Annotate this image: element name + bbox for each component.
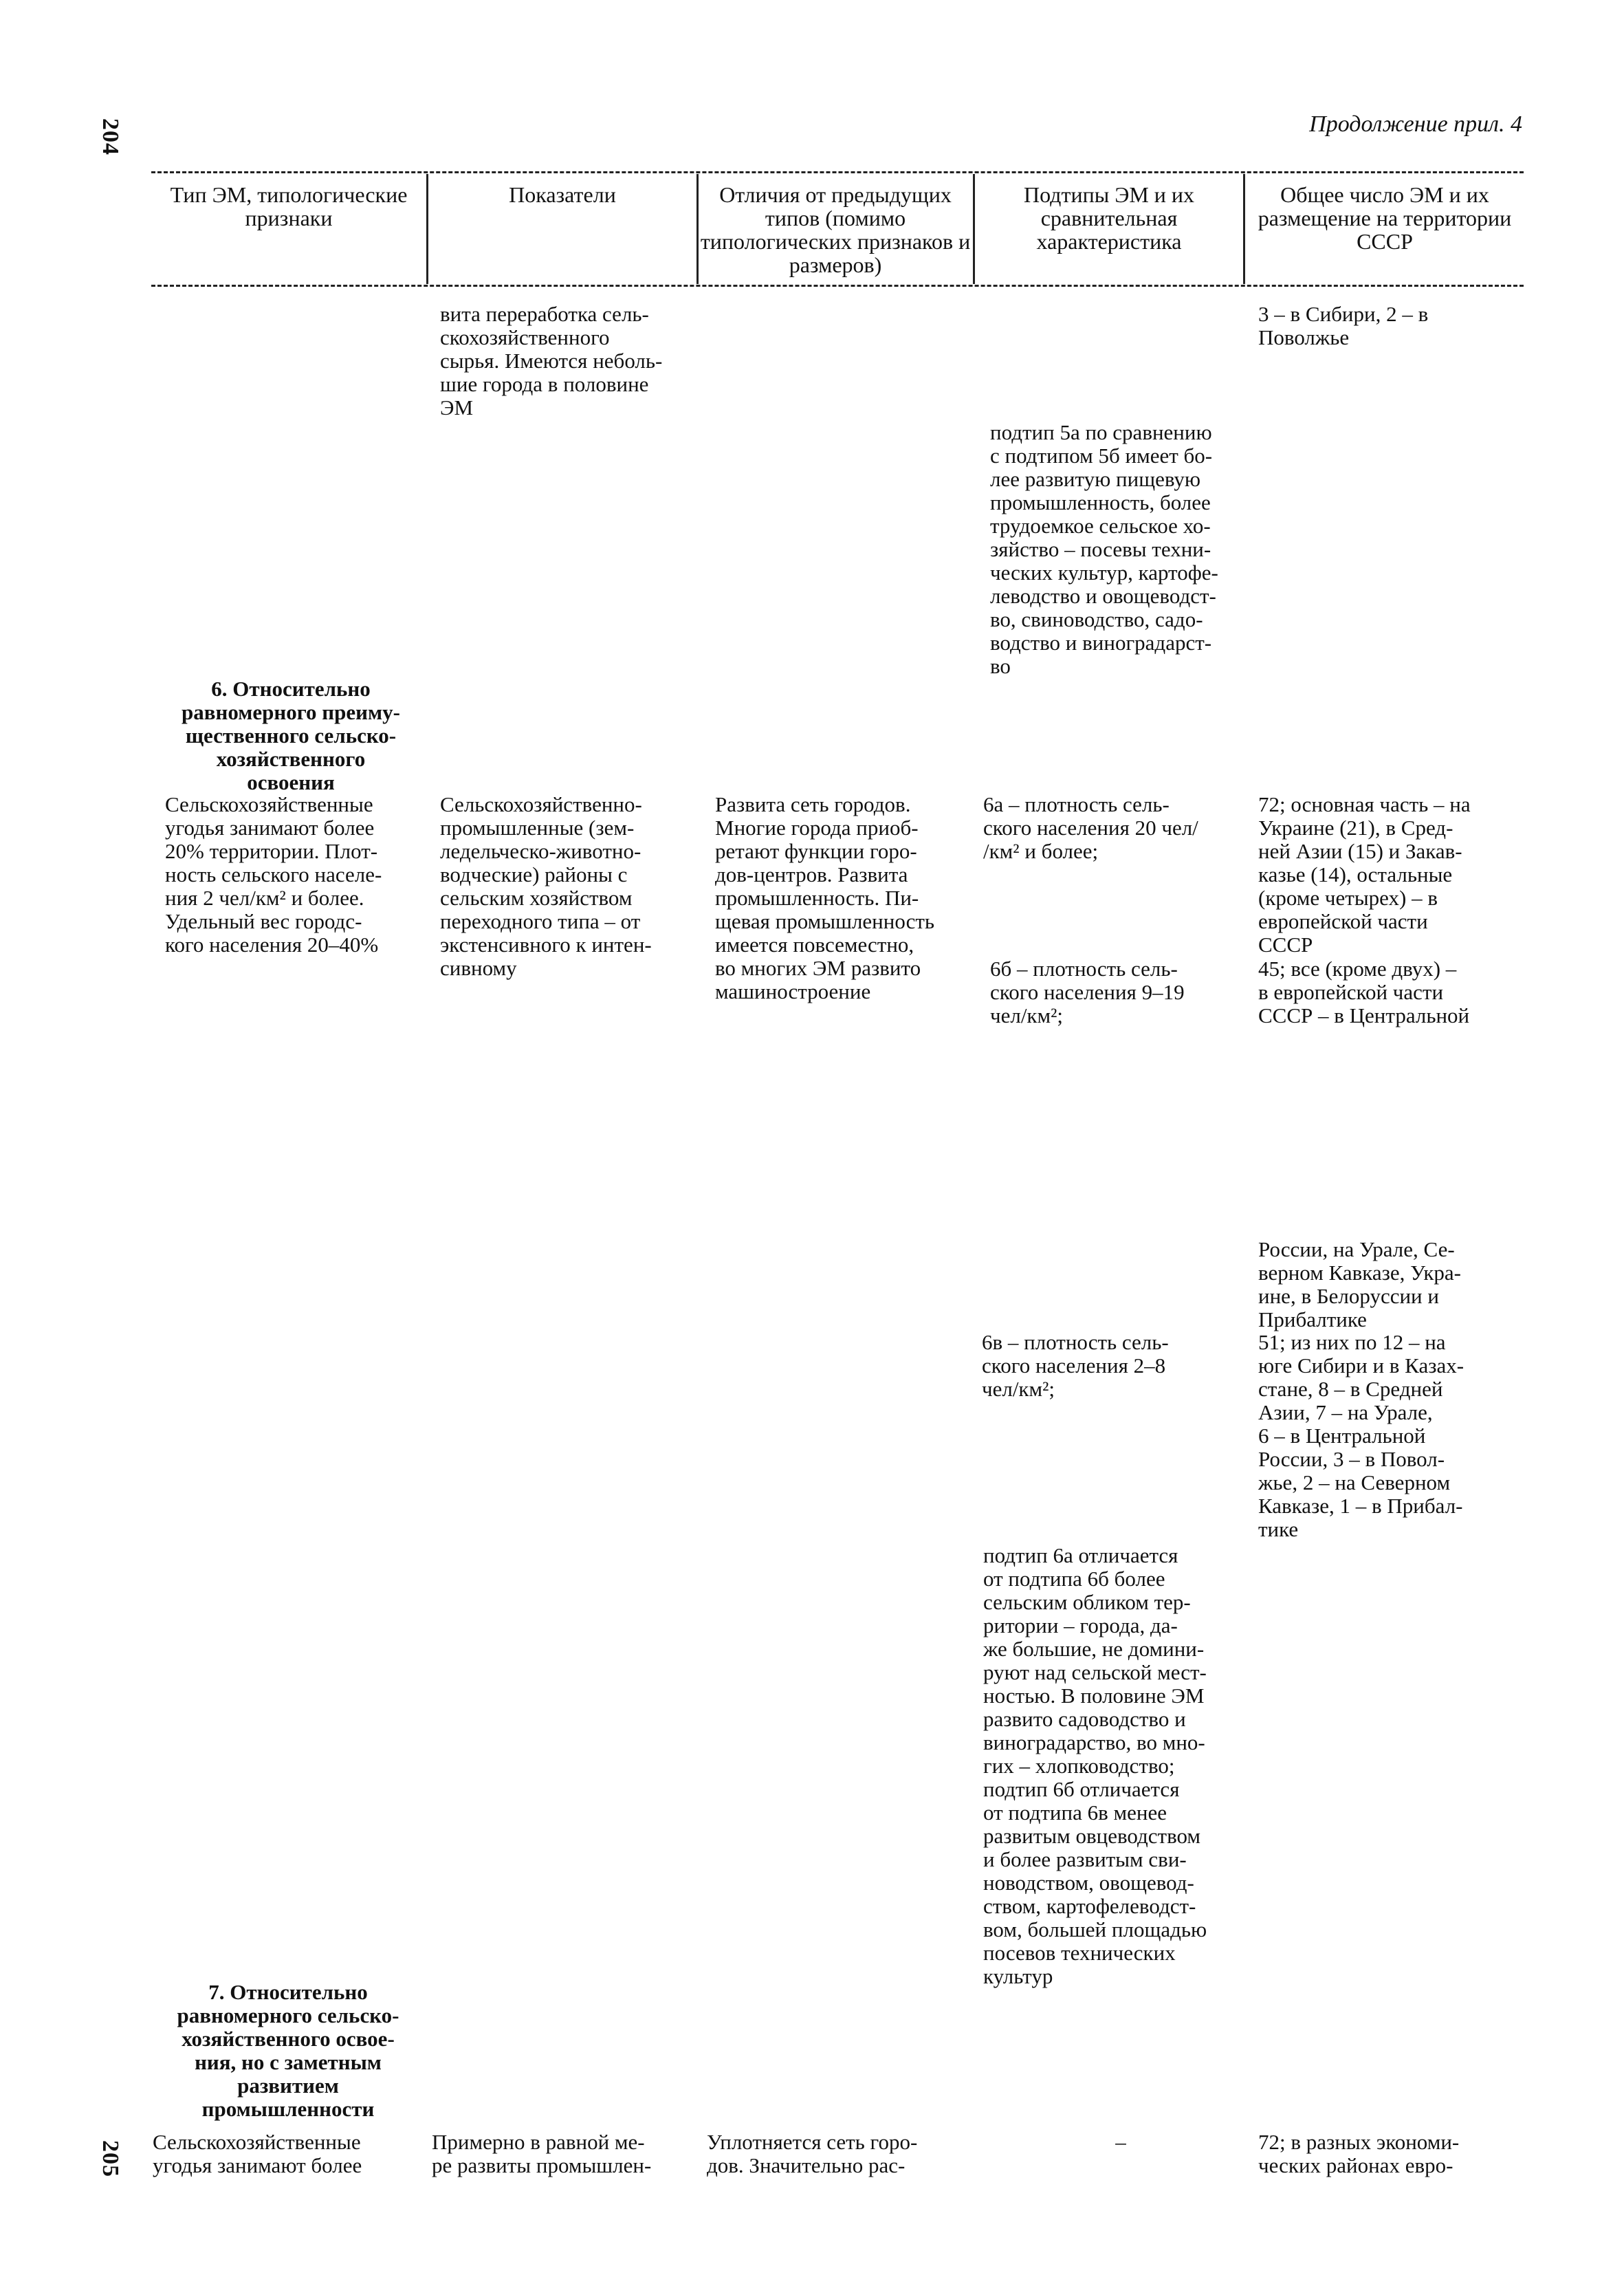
carry-over-distribution: 3 – в Сибири, 2 – в Поволжье [1258, 302, 1429, 349]
type-6c-distribution: 51; из них по 12 – на юге Сибири и в Казах- стане, 8 – в Средней Азии, 7 – на Урале, 6 – в Центральной России, 3 – в Повол- жье, 2 – на Северном Кавказе, 1 – в Прибал- тике [1258, 1330, 1464, 1541]
type-6b-distribution-continued: России, на Урале, Се- верном Кавказе, Укра- ине, в Белоруссии и Прибалтике [1258, 1237, 1461, 1331]
subtype-6-comparison: подтип 6а отличается от подтипа 6б более сельским обликом тер- ритории – города, да- же большие, не домини- руют над сельской мест- ностью. В половине ЭМ развито садоводство и виноградарство, во мно- гих – хлопководство; подтип 6б отличается от подтипа 6в менее развитым овцеводством и более развитым сви- новодством, овощевод- ством, картофелеводст- вом, большей площадью посевов технических культур [983, 1543, 1207, 1988]
column-header-indicators: Показатели [509, 182, 616, 207]
column-header-type: Тип ЭМ, типологические признаки [170, 182, 408, 230]
page-number-bottom: 205 [98, 2140, 123, 2177]
type-7-indicators: Примерно в равной ме- ре развиты промышлен- [432, 2130, 652, 2177]
type-7-distribution: 72; в разных экономи- ческих районах евро- [1258, 2130, 1460, 2177]
type-6-differences: Развита сеть городов. Многие города приоб- ретают функции горо- дов-центров. Развита промышленность. Пи- щевая промышленность имеется повсеместно, во многих ЭМ развито машиностроение [715, 792, 935, 1003]
header-separator-3 [973, 174, 975, 284]
type-6-indicators: Сельскохозяйственно- промышленные (зем- ледельческо-животно- водческие) районы с сельским хозяйством переходного типа – от экстенсивного к интен- сивному [440, 792, 652, 980]
carry-over-indicators: вита переработка сель- скохозяйственного сырья. Имеются неболь- шие города в половине ЭМ [440, 302, 663, 420]
header-separator-1 [426, 174, 428, 284]
subtype-6a: 6а – плотность сель- ского населения 20 чел/ /км² и более; [983, 792, 1198, 863]
column-header-differences: Отличия от предыдущих типов (помимо типологических признаков и размеров) [700, 182, 971, 277]
column-header-distribution: Общее число ЭМ и их размещение на территории СССР [1258, 182, 1512, 254]
type-7-title: 7. Относительно равномерного сельско- хозяйственного освое- ния, но с заметным развитием промышленности [177, 1980, 399, 2121]
subtype-5-comparison: подтип 5а по сравнению с подтипом 5б имеет бо- лее развитую пищевую промышленность, более трудоемкое сельское хо- зяйство – посевы техни- ческих культур, картофе- леводство и овощеводст- во, свиноводство, садо- водство и виноградарст- во [990, 420, 1218, 678]
type-7-subtypes: – [1115, 2130, 1126, 2154]
header-separator-4 [1243, 174, 1245, 284]
table-header-bottom-rule [151, 285, 1524, 287]
column-header-subtypes: Подтипы ЭМ и их сравнительная характеристика [1023, 182, 1195, 254]
type-6-features: Сельскохозяйственные угодья занимают более 20% территории. Плот- ность сельского населе- ния 2 чел/км² и более. Удельный вес городс- кого населения 20–40% [165, 792, 382, 957]
subtype-6c: 6в – плотность сель- ского населения 2–8 чел/км²; [982, 1330, 1169, 1401]
continuation-label: Продолжение прил. 4 [1309, 111, 1522, 137]
header-separator-2 [696, 174, 699, 284]
type-6a-distribution: 72; основная часть – на Украине (21), в Сред- ней Азии (15) и Закав- казье (14), остальные (кроме четырех) – в европейской части СССР [1258, 792, 1471, 957]
subtype-6b: 6б – плотность сель- ского населения 9–19 чел/км²; [990, 957, 1185, 1027]
type-7-differences: Уплотняется сеть горо- дов. Значительно рас- [707, 2130, 918, 2177]
type-7-features: Сельскохозяйственные угодья занимают более [153, 2130, 362, 2177]
page-number-top: 204 [98, 118, 123, 155]
type-6-title: 6. Относительно равномерного преиму- щественного сельско- хозяйственного освоения [182, 677, 400, 794]
type-6b-distribution: 45; все (кроме двух) – в европейской части СССР – в Центральной [1258, 957, 1470, 1027]
table-top-rule [151, 171, 1524, 173]
